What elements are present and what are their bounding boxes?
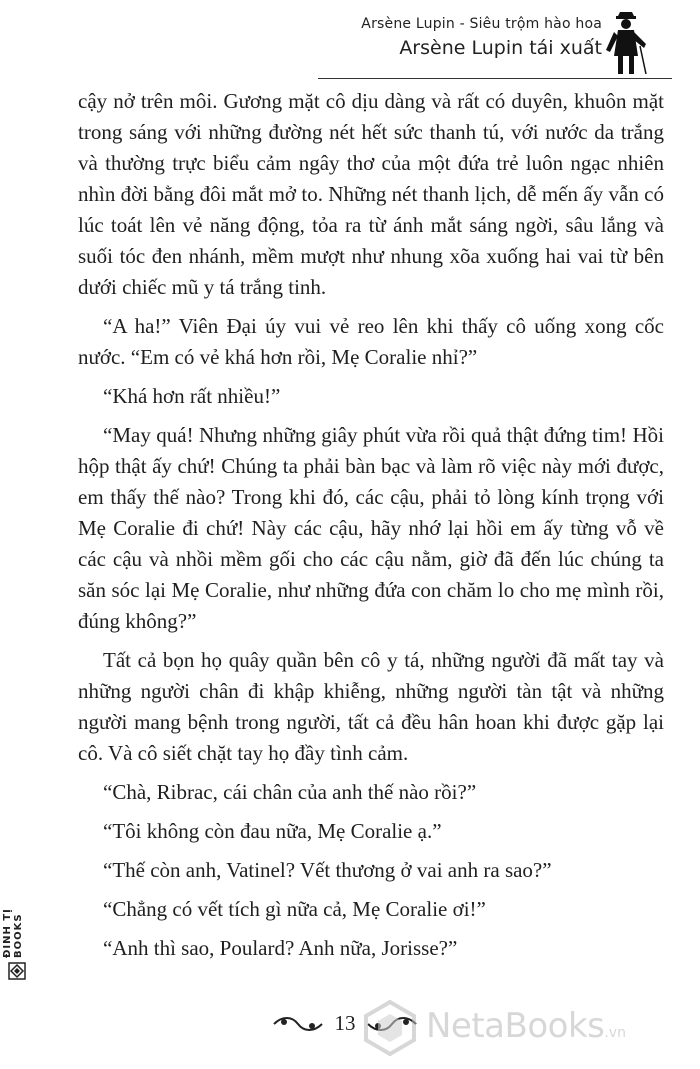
publisher-logo-icon [8,962,26,980]
watermark [356,996,688,1060]
paragraph: “Chẳng có vết tích gì nữa cả, Mẹ Coralie ơi!” [103,897,486,921]
series-title: Arsène Lupin - Siêu trộm hào hoa [361,16,602,32]
watermark-text [426,1006,626,1046]
paragraph: “Chà, Ribrac, cái chân của anh thế nào rồi?” [103,780,477,804]
watermark-brand: NetaBooks [426,1006,605,1046]
paragraph: “Anh thì sao, Poulard? Anh nữa, Jorisse?” [103,936,458,960]
figure-icon [604,10,648,76]
paragraph: “May quá! Nhưng những giây phút vừa rồi quả thật đứng tim! Hồi hộp thật ấy chứ! Chúng ta phải bàn bạc và làm rõ việc này mới được, em thấy thế nào? Trong khi đó, các cậu, phải tỏ lòng kính trọng với Mẹ Coralie đi chứ! Này các cậu, hãy nhớ lại hồi em ấy từng vỗ về các cậu và nhồi mềm gối cho các cậu nằm, giờ đã đến lúc chúng ta săn sóc lại Mẹ Coralie, như những đứa con chăm lo cho mẹ mình rồi, đúng không?” [78,423,664,633]
watermark-suffix: .vn [604,1025,626,1041]
header-rule [318,78,672,79]
paragraph: “Khá hơn rất nhiều!” [103,384,281,408]
watermark-logo-icon [360,998,420,1058]
running-header [361,14,602,60]
ornament-left-icon [272,1014,324,1034]
paragraph: Tất cả bọn họ quây quần bên cô y tá, những người đã mất tay và những người chân đi khập khiễng, những người tàn tật và những người mang bệnh trong người, tất cả đều hân hoan khi được gặp lại cô. Và cô siết chặt tay họ đầy tình cảm. [78,648,664,765]
paragraph: “Tôi không còn đau nữa, Mẹ Coralie ạ.” [103,819,442,843]
book-title: Arsène Lupin tái xuất [399,37,602,59]
publisher-name: ĐINH TỊ BOOKS [2,908,24,958]
body-text [78,86,664,972]
paragraph: “A ha!” Viên Đại úy vui vẻ reo lên khi thấy cô uống xong cốc nước. “Em có vẻ khá hơn rồi, Mẹ Coralie nhỉ?” [78,314,664,369]
page-number: 13 [334,1011,356,1035]
paragraph: cậy nở trên môi. Gương mặt cô dịu dàng và rất có duyên, khuôn mặt trong sáng với những đường nét hết sức thanh tú, với nước da trắng và thường trực biểu cảm ngây thơ của một đứa trẻ luôn ngạc nhiên nhìn đời bằng đôi mắt mở to. Những nét thanh lịch, dễ mến ấy vẫn có lúc toát lên vẻ năng động, tỏa ra từ ánh mắt sáng ngời, sâu lắng và suối tóc đen nhánh, mềm mượt như nhung xõa xuống hai vai từ bên dưới chiếc mũ y tá trắng tinh. [78,89,664,299]
paragraph: “Thế còn anh, Vatinel? Vết thương ở vai anh ra sao?” [103,858,552,882]
